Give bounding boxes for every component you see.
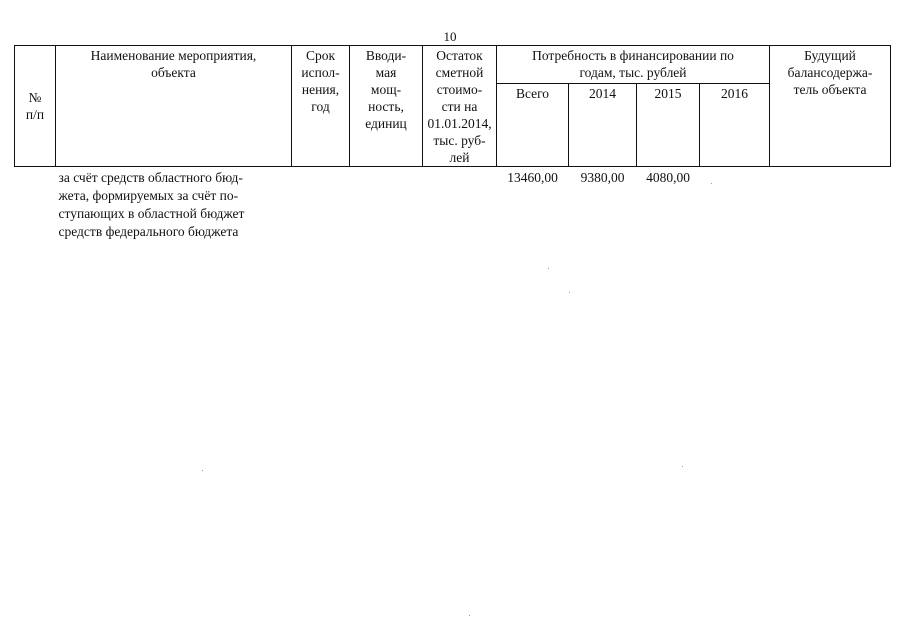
row-2014-cell: 9380,00 [580,170,625,185]
scan-speck [548,268,549,269]
header-row-top [15,46,891,84]
header-owner: Будущий балансодержа- тель объекта [770,46,891,167]
scan-speck [469,615,470,616]
header-total: Всего [497,83,569,166]
budget-table [14,45,891,241]
header-year-2016: 2016 [700,83,770,166]
header-remainder: Остаток сметной стоимо- сти на 01.01.2014, тыс. руб- лей [423,46,497,167]
row-name-cell: за счёт средств областного бюд- жета, формируемых за счёт по- ступающих в областной бюджет средств федерального бюджета [58,170,245,239]
header-name: Наименование мероприятия, объекта [56,46,292,167]
row-owner-cell [770,167,891,242]
header-number: № п/п [15,46,56,167]
table-row [15,167,891,242]
header-term: Срок испол- нения, год [292,46,350,167]
header-year-2014: 2014 [569,83,637,166]
header-capacity: Вводи- мая мощ- ность, единиц [350,46,423,167]
page-number: 10 [443,29,457,44]
row-remainder-cell [423,167,497,242]
row-capacity-cell [350,167,423,242]
header-financing-group: Потребность в финансировании по годам, тыс. рублей [497,46,770,84]
scan-speck [569,292,570,293]
header-year-2015: 2015 [637,83,700,166]
row-number-cell [15,167,56,242]
scan-speck [202,470,203,471]
scan-speck [711,183,712,184]
row-2015-cell: 4080,00 [646,170,690,185]
row-2016-cell [700,167,770,242]
scan-speck [682,466,683,467]
row-total-cell: 13460,00 [507,170,558,185]
row-term-cell [292,167,350,242]
